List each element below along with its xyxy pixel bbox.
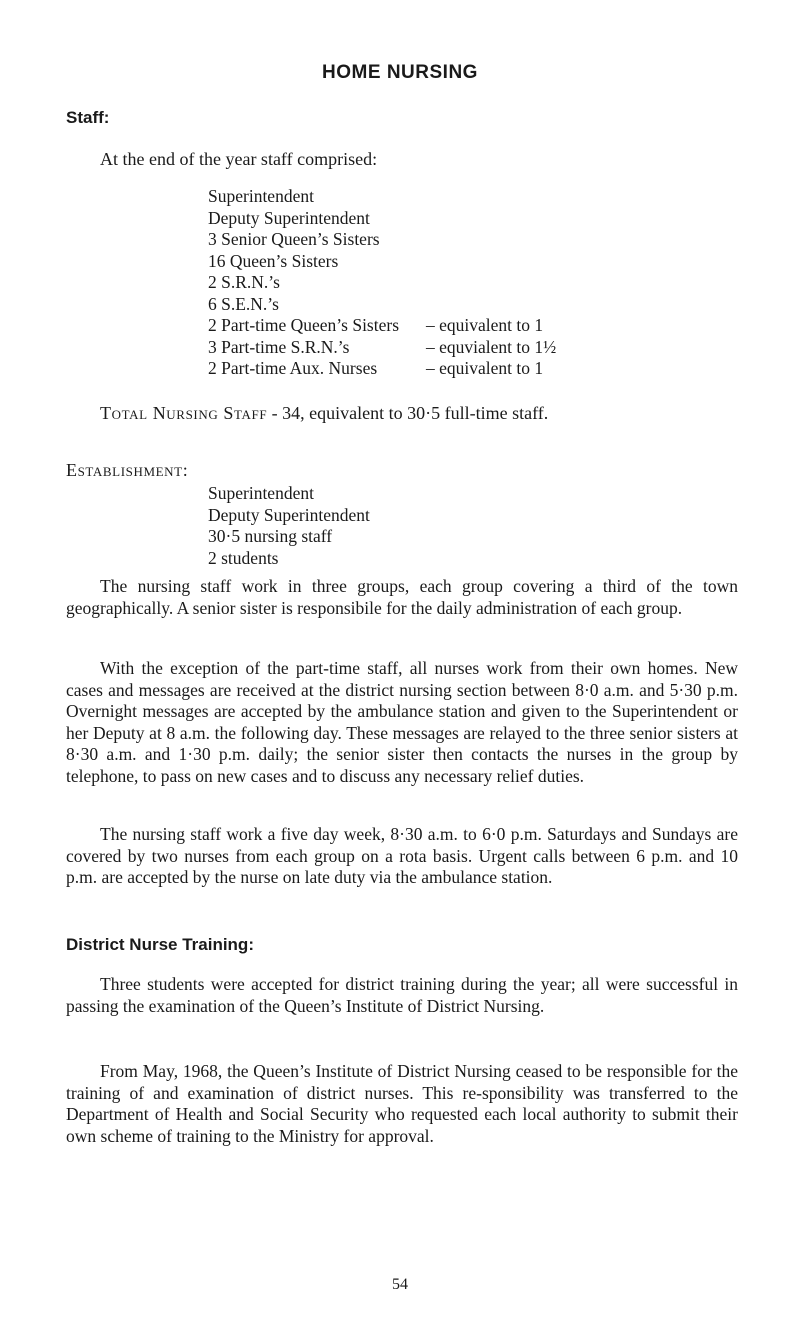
page-number: 54 <box>392 1276 408 1293</box>
list-item: 2 Part-time Aux. Nurses – equivalent to 1 <box>208 358 544 378</box>
list-item: 16 Queen’s Sisters <box>208 250 339 271</box>
list-item: 2 Part-time Queen’s Sisters – equivalent to 1 <box>208 315 544 335</box>
list-item: Deputy Superintendent <box>208 207 370 228</box>
staff-heading: Staff: <box>66 108 110 127</box>
staff-intro: At the end of the year staff comprised: <box>100 149 378 169</box>
list-item: Superintendent <box>208 483 314 503</box>
paragraph-students: Three students were accepted for district training during the year; all were successful in passing the examination of the Queen’s Institute of District Nursing. <box>66 974 738 1016</box>
paragraph-responsibility: From May, 1968, the Queen’s Institute of District Nursing ceased to be responsible for the training of and examination of district nurses. This re-sponsibility was transferred to the Department of Health and Social Security who requested each local authority to submit their own scheme of training to the Ministry for approval. <box>66 1061 738 1146</box>
list-item: 2 students <box>208 547 279 568</box>
list-item: Superintendent <box>208 186 314 206</box>
paragraph-messages: With the exception of the part-time staff, all nurses work from their own homes. New cases and messages are received at the district nursing section between 8·0 a.m. and 5·30 p.m. Overnight messages are accepted by the ambulance station and given to the Superintendent or her Deputy at 8 a.m. the following day. These messages are relayed to the three senior sisters at 8·30 a.m. and 1·30 p.m. daily; the senior sister then contacts the nurses in the group by telephone, to pass on new cases and to discuss any necessary relief duties. <box>66 658 738 786</box>
list-item: 6 S.E.N.’s <box>208 293 279 314</box>
total-text: - 34, equivalent to 30·5 full-time staff. <box>267 403 549 423</box>
list-item: 30·5 nursing staff <box>208 526 333 546</box>
training-heading: District Nurse Training: <box>66 935 254 954</box>
paragraph-groups: The nursing staff work in three groups, each group covering a third of the town geographically. A senior sister is responsibile for the daily administration of each group. <box>66 576 738 618</box>
total-nursing-staff <box>100 402 548 424</box>
list-item: 3 Part-time S.R.N.’s – equvialent to 1½ <box>208 336 557 357</box>
total-label: Total Nursing Staff <box>100 403 268 423</box>
list-item: Deputy Superintendent <box>208 504 370 525</box>
establishment-heading: Establishment: <box>66 460 189 480</box>
paragraph-hours: The nursing staff work a five day week, 8·30 a.m. to 6·0 p.m. Saturdays and Sundays are covered by two nurses from each group on a rota basis. Urgent calls between 6 p.m. and 10 p.m. are accepted by the nurse on late duty via the ambulance station. <box>66 824 738 888</box>
establishment-list <box>208 483 370 569</box>
page-title: HOME NURSING <box>322 62 478 83</box>
staff-list <box>208 186 557 380</box>
list-item: 2 S.R.N.’s <box>208 272 280 292</box>
list-item: 3 Senior Queen’s Sisters <box>208 229 380 249</box>
